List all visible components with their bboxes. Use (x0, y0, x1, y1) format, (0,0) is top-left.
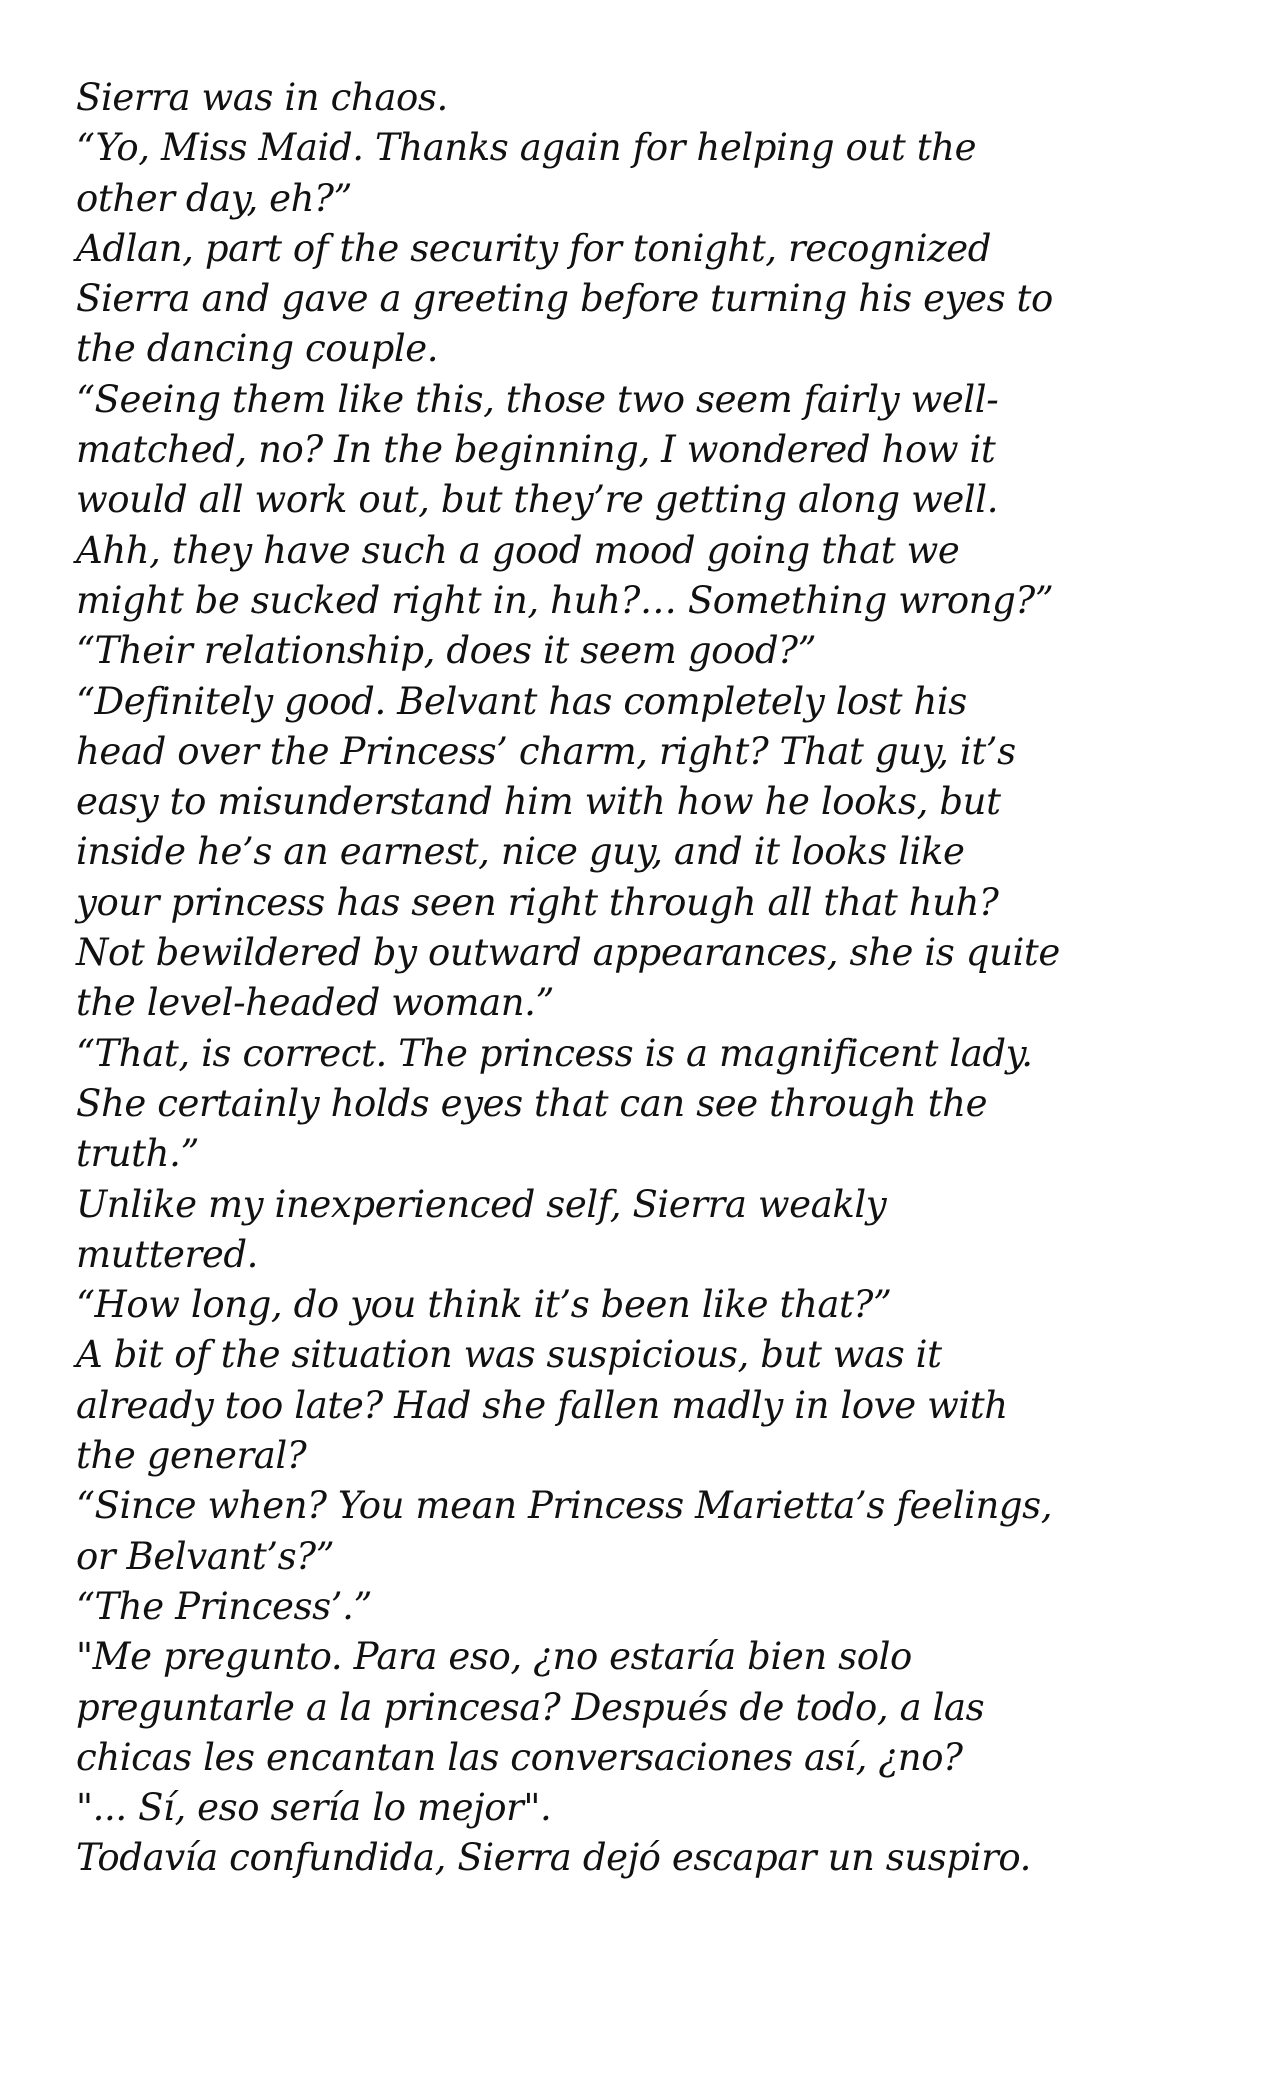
text-line: Not bewildered by outward appearances, she is quite (76, 931, 1060, 975)
text-line: would all work out, but they’re getting along well. (76, 478, 999, 522)
text-line: “How long, do you think it’s been like that?” (76, 1283, 892, 1327)
text-line: might be sucked right in, huh?… Something wrong?” (76, 578, 1054, 622)
text-line: “Yo, Miss Maid. Thanks again for helping out the (76, 126, 977, 170)
text-line: "Me pregunto. Para eso, ¿no estaría bien solo (76, 1635, 912, 1679)
text-line: other day, eh?” (76, 176, 353, 220)
text-line: Todavía confundida, Sierra dejó escapar un suspiro. (76, 1836, 1031, 1880)
text-line: “That, is correct. The princess is a magnificent lady. (76, 1031, 1033, 1075)
text-line: chicas les encantan las conversaciones así, ¿no? (76, 1735, 963, 1779)
text-line: “Definitely good. Belvant has completely lost his (76, 679, 967, 723)
text-line: or Belvant’s?” (76, 1534, 335, 1578)
text-line: “Since when? You mean Princess Marietta’s feelings, (76, 1484, 1053, 1528)
text-line: A bit of the situation was suspicious, but was it (76, 1333, 942, 1377)
text-line: muttered. (76, 1232, 258, 1276)
text-line: already too late? Had she fallen madly in love with (76, 1383, 1008, 1427)
text-line: truth.” (76, 1132, 199, 1176)
text-line: head over the Princess’ charm, right? That guy, it’s (76, 729, 1016, 773)
text-line: matched, no? In the beginning, I wondered how it (76, 428, 996, 472)
text-line: She certainly holds eyes that can see through the (76, 1081, 988, 1125)
text-line: “Seeing them like this, those two seem fairly well- (76, 377, 999, 421)
text-line: the general? (76, 1434, 307, 1478)
text-line: inside he’s an earnest, nice guy, and it looks like (76, 830, 965, 874)
text-line: your princess has seen right through all that huh? (76, 880, 999, 924)
text-line: “Their relationship, does it seem good?” (76, 629, 817, 673)
text-line: “The Princess’.” (76, 1584, 372, 1628)
text-line: the level-headed woman.” (76, 981, 555, 1025)
text-line: Unlike my inexperienced self, Sierra weakly (76, 1182, 887, 1226)
text-line: Sierra was in chaos. (76, 76, 448, 119)
story-text (76, 73, 1236, 1884)
text-line: Sierra and gave a greeting before turning his eyes to (76, 277, 1053, 321)
text-line: "... Sí, eso sería lo mejor". (76, 1786, 552, 1830)
text-line: preguntarle a la princesa? Después de todo, a las (76, 1685, 985, 1729)
text-line: Ahh, they have such a good mood going that we (76, 528, 960, 572)
text-line: the dancing couple. (76, 327, 439, 371)
text-line: easy to misunderstand him with how he looks, but (76, 780, 1001, 824)
text-line: Adlan, part of the security for tonight, recognized (76, 226, 992, 270)
